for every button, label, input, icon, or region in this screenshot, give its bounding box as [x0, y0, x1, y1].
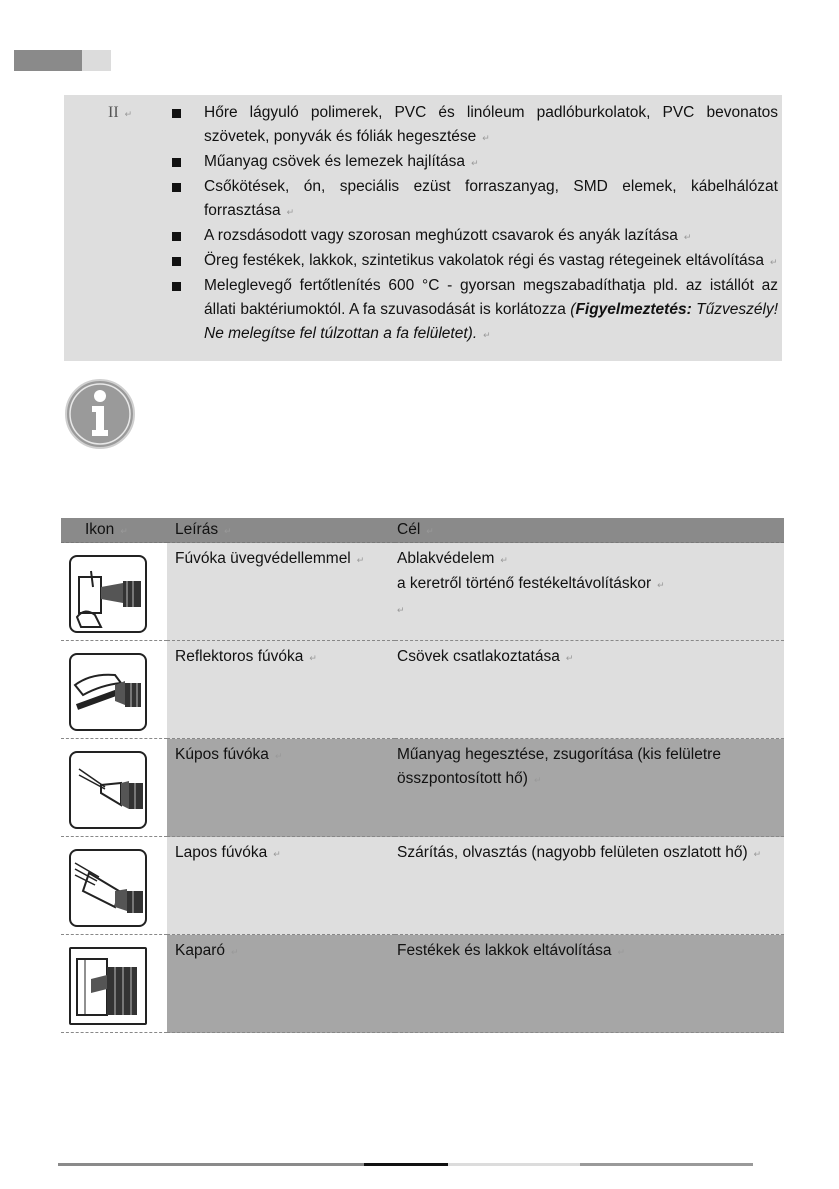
list-item: Hőre lágyuló polimerek, PVC és linóleum padlóburkolatok, PVC bevonatos szövetek, ponyvák és fóliák hegesztése ↵	[168, 101, 778, 150]
bullet-square-icon	[172, 183, 181, 192]
footer-rule-black	[364, 1163, 448, 1166]
header-tab-dark	[14, 50, 82, 71]
goal-cell: Műanyag hegesztése, zsugorítása (kis felületre összpontosított hő) ↵	[395, 739, 784, 837]
table-header-row	[61, 518, 784, 543]
list-item: Csőkötések, ón, speciális ezüst forraszanyag, SMD elemek, kábelhálózat forrasztása ↵	[168, 175, 778, 224]
cone-nozzle-icon	[69, 751, 147, 829]
bullet-square-icon	[172, 257, 181, 266]
list-item: A rozsdásodott vagy szorosan meghúzott csavarok és anyák lazítása ↵	[168, 224, 778, 249]
nozzle-table	[61, 518, 784, 1033]
reflector-nozzle-icon	[69, 653, 147, 731]
bullet-square-icon	[172, 232, 181, 241]
warning-text: Tűzveszély! Ne melegítse fel túlzottan a fa felületet).	[204, 301, 779, 342]
table-row	[61, 935, 784, 1033]
bullet-square-icon	[172, 158, 181, 167]
warning-label: Figyelmeztetés:	[575, 301, 692, 318]
footer-rule-grey	[58, 1163, 364, 1166]
icon-cell	[61, 641, 167, 739]
level-label: II ↵	[108, 104, 133, 121]
icon-cell	[61, 837, 167, 935]
usage-box	[64, 95, 782, 361]
header-goal: Cél ↵	[395, 518, 784, 543]
icon-cell	[61, 739, 167, 837]
description-cell: Lapos fúvóka ↵	[167, 837, 395, 935]
description-cell: Reflektoros fúvóka ↵	[167, 641, 395, 739]
list-item: Öreg festékek, lakkok, szintetikus vakolatok régi és vastag rétegeinek eltávolítása ↵	[168, 249, 778, 274]
flat-nozzle-icon	[69, 849, 147, 927]
table-row	[61, 837, 784, 935]
table-row	[61, 739, 784, 837]
list-item: Műanyag csövek és lemezek hajlítása ↵	[168, 150, 778, 175]
scraper-icon	[69, 947, 147, 1025]
header-icon: Ikon ↵	[61, 518, 167, 543]
goal-cell: Csövek csatlakoztatása ↵	[395, 641, 784, 739]
table-row	[61, 641, 784, 739]
description-cell: Kúpos fúvóka ↵	[167, 739, 395, 837]
list-item-warning: Meleglevegő fertőtlenítés 600 °C - gyorsan megszabadíthatja pld. az istállót az állati baktériumoktól. A fa szuvasodását is korlátozza (Figyelmeztetés: Tűzveszély! Ne melegítse fel túlzottan a fa felületet). ↵	[168, 274, 778, 347]
footer-rule-mid	[580, 1163, 753, 1166]
header-tab-light	[82, 50, 111, 71]
bullet-square-icon	[172, 109, 181, 118]
info-icon	[64, 378, 136, 450]
description-cell: Kaparó ↵	[167, 935, 395, 1033]
bullet-square-icon	[172, 282, 181, 291]
goal-cell: Festékek és lakkok eltávolítása ↵	[395, 935, 784, 1033]
usage-list	[168, 101, 778, 347]
header-description: Leírás ↵	[167, 518, 395, 543]
table-row	[61, 543, 784, 641]
icon-cell	[61, 935, 167, 1033]
icon-cell	[61, 543, 167, 641]
footer-rule-light	[448, 1163, 580, 1166]
description-cell: Fúvóka üvegvédellemmel ↵	[167, 543, 395, 641]
goal-cell: Szárítás, olvasztás (nagyobb felületen oszlatott hő) ↵	[395, 837, 784, 935]
nozzle-glass-guard-icon	[69, 555, 147, 633]
goal-cell: Ablakvédelem ↵ a keretről történő festékeltávolításkor ↵ ↵	[395, 543, 784, 641]
